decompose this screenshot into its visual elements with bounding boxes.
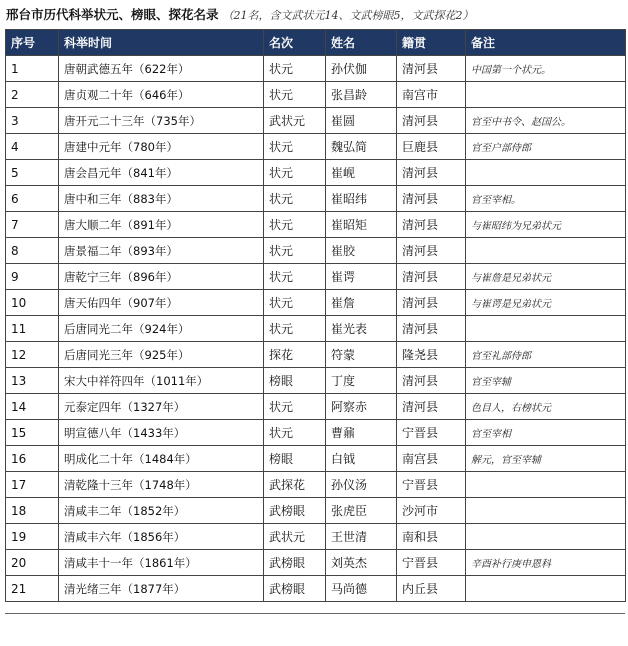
cell-index: 14 [6,394,59,420]
cell-note: 辛酉补行庚申恩科 [466,550,626,576]
cell-rank: 状元 [264,134,326,160]
cell-name: 孙伏伽 [326,56,397,82]
cell-hometown: 宁晋县 [397,472,466,498]
cell-rank: 武榜眼 [264,550,326,576]
table-row [6,290,626,316]
cell-note [466,576,626,602]
cell-rank: 状元 [264,420,326,446]
cell-time: 唐开元二十三年（735年） [59,108,264,134]
cell-hometown: 清河县 [397,290,466,316]
table-row [6,108,626,134]
cell-name: 崔岘 [326,160,397,186]
cell-time: 明宣德八年（1433年） [59,420,264,446]
cell-name: 崔詹 [326,290,397,316]
cell-note [466,524,626,550]
table-row [6,498,626,524]
cell-hometown: 清河县 [397,394,466,420]
cell-time: 唐贞观二十年（646年） [59,82,264,108]
cell-index: 21 [6,576,59,602]
cell-hometown: 清河县 [397,238,466,264]
table-row [6,316,626,342]
cell-rank: 榜眼 [264,446,326,472]
cell-name: 崔昭纬 [326,186,397,212]
cell-name: 崔光表 [326,316,397,342]
cell-note: 官至宰相。 [466,186,626,212]
cell-note [466,472,626,498]
cell-hometown: 清河县 [397,368,466,394]
cell-hometown: 沙河市 [397,498,466,524]
cell-time: 后唐同光二年（924年） [59,316,264,342]
cell-hometown: 清河县 [397,186,466,212]
table-row [6,420,626,446]
cell-name: 张虎臣 [326,498,397,524]
cell-note: 与崔昭纬为兄弟状元 [466,212,626,238]
table-row [6,186,626,212]
table-row [6,368,626,394]
cell-rank: 状元 [264,394,326,420]
cell-time: 清咸丰十一年（1861年） [59,550,264,576]
cell-note: 官至宰相 [466,420,626,446]
cell-time: 清乾隆十三年（1748年） [59,472,264,498]
cell-index: 6 [6,186,59,212]
cell-time: 唐景福二年（893年） [59,238,264,264]
cell-hometown: 内丘县 [397,576,466,602]
cell-hometown: 巨鹿县 [397,134,466,160]
cell-index: 17 [6,472,59,498]
cell-index: 8 [6,238,59,264]
cell-hometown: 清河县 [397,108,466,134]
cell-note: 官至宰辅 [466,368,626,394]
cell-rank: 状元 [264,264,326,290]
cell-hometown: 清河县 [397,316,466,342]
cell-time: 唐建中元年（780年） [59,134,264,160]
cell-index: 19 [6,524,59,550]
cell-index: 18 [6,498,59,524]
cell-time: 后唐同光三年（925年） [59,342,264,368]
table-row [6,264,626,290]
cell-hometown: 清河县 [397,212,466,238]
cell-rank: 武状元 [264,108,326,134]
cell-name: 崔胶 [326,238,397,264]
cell-hometown: 宁晋县 [397,420,466,446]
table-row [6,394,626,420]
cell-rank: 状元 [264,212,326,238]
table-row [6,82,626,108]
cell-time: 唐大顺二年（891年） [59,212,264,238]
header-note: 备注 [466,30,626,56]
cell-rank: 状元 [264,56,326,82]
cell-index: 5 [6,160,59,186]
table-row [6,342,626,368]
cell-note [466,238,626,264]
cell-note: 中国第一个状元。 [466,56,626,82]
cell-name: 王世清 [326,524,397,550]
cell-hometown: 清河县 [397,264,466,290]
cell-time: 清咸丰二年（1852年） [59,498,264,524]
cell-name: 刘英杰 [326,550,397,576]
cell-rank: 状元 [264,160,326,186]
table-row [6,524,626,550]
cell-note [466,498,626,524]
cell-index: 10 [6,290,59,316]
cell-note: 官至户部侍郎 [466,134,626,160]
cell-index: 12 [6,342,59,368]
cell-rank: 榜眼 [264,368,326,394]
table-row [6,160,626,186]
cell-rank: 武探花 [264,472,326,498]
table-row [6,212,626,238]
table-row [6,550,626,576]
cell-name: 孙仪汤 [326,472,397,498]
cell-rank: 状元 [264,316,326,342]
table-body [6,56,626,602]
header-name: 姓名 [326,30,397,56]
cell-note [466,160,626,186]
table-row [6,134,626,160]
cell-name: 符蒙 [326,342,397,368]
title-subtitle: （21名，含文武状元14、文武榜眼5，文武探花2） [222,9,474,22]
cell-index: 16 [6,446,59,472]
header-index: 序号 [6,30,59,56]
cell-hometown: 清河县 [397,160,466,186]
cell-name: 崔昭矩 [326,212,397,238]
cell-name: 曹鼐 [326,420,397,446]
cell-index: 20 [6,550,59,576]
title-main: 邢台市历代科举状元、榜眼、探花名录 [6,7,219,22]
cell-index: 4 [6,134,59,160]
cell-rank: 武榜眼 [264,576,326,602]
cell-index: 9 [6,264,59,290]
cell-time: 元泰定四年（1327年） [59,394,264,420]
cell-note: 与崔詹是兄弟状元 [466,264,626,290]
cell-time: 清咸丰六年（1856年） [59,524,264,550]
cell-rank: 状元 [264,290,326,316]
cell-index: 2 [6,82,59,108]
cell-index: 3 [6,108,59,134]
cell-rank: 武状元 [264,524,326,550]
records-table [5,29,626,602]
cell-time: 宋大中祥符四年（1011年） [59,368,264,394]
cell-note [466,82,626,108]
cell-rank: 状元 [264,238,326,264]
cell-rank: 状元 [264,82,326,108]
table-row [6,238,626,264]
table-row [6,56,626,82]
cell-time: 唐会昌元年（841年） [59,160,264,186]
cell-index: 11 [6,316,59,342]
table-row [6,472,626,498]
cell-hometown: 南和县 [397,524,466,550]
cell-note: 与崔谔是兄弟状元 [466,290,626,316]
header-rank: 名次 [264,30,326,56]
header-hometown: 籍贯 [397,30,466,56]
cell-name: 马尚德 [326,576,397,602]
cell-time: 唐朝武德五年（622年） [59,56,264,82]
cell-name: 魏弘简 [326,134,397,160]
table-header-row [6,30,626,56]
cell-note: 官至礼部侍郎 [466,342,626,368]
cell-time: 唐乾宁三年（896年） [59,264,264,290]
document-title [6,4,626,26]
cell-time: 唐中和三年（883年） [59,186,264,212]
cell-name: 崔谔 [326,264,397,290]
cell-index: 13 [6,368,59,394]
cell-rank: 探花 [264,342,326,368]
bottom-divider [5,613,625,614]
cell-name: 崔圆 [326,108,397,134]
table-row [6,576,626,602]
cell-note: 解元，官至宰辅 [466,446,626,472]
cell-hometown: 清河县 [397,56,466,82]
cell-name: 丁度 [326,368,397,394]
cell-hometown: 隆尧县 [397,342,466,368]
cell-hometown: 南宫县 [397,446,466,472]
cell-index: 15 [6,420,59,446]
cell-index: 1 [6,56,59,82]
cell-name: 阿察赤 [326,394,397,420]
cell-name: 张昌龄 [326,82,397,108]
cell-time: 明成化二十年（1484年） [59,446,264,472]
table-row [6,446,626,472]
cell-note: 官至中书令、赵国公。 [466,108,626,134]
cell-rank: 武榜眼 [264,498,326,524]
cell-hometown: 宁晋县 [397,550,466,576]
header-time: 科举时间 [59,30,264,56]
cell-time: 唐天佑四年（907年） [59,290,264,316]
cell-time: 清光绪三年（1877年） [59,576,264,602]
cell-index: 7 [6,212,59,238]
cell-rank: 状元 [264,186,326,212]
cell-name: 白钺 [326,446,397,472]
cell-note: 色目人，右榜状元 [466,394,626,420]
cell-hometown: 南宫市 [397,82,466,108]
cell-note [466,316,626,342]
